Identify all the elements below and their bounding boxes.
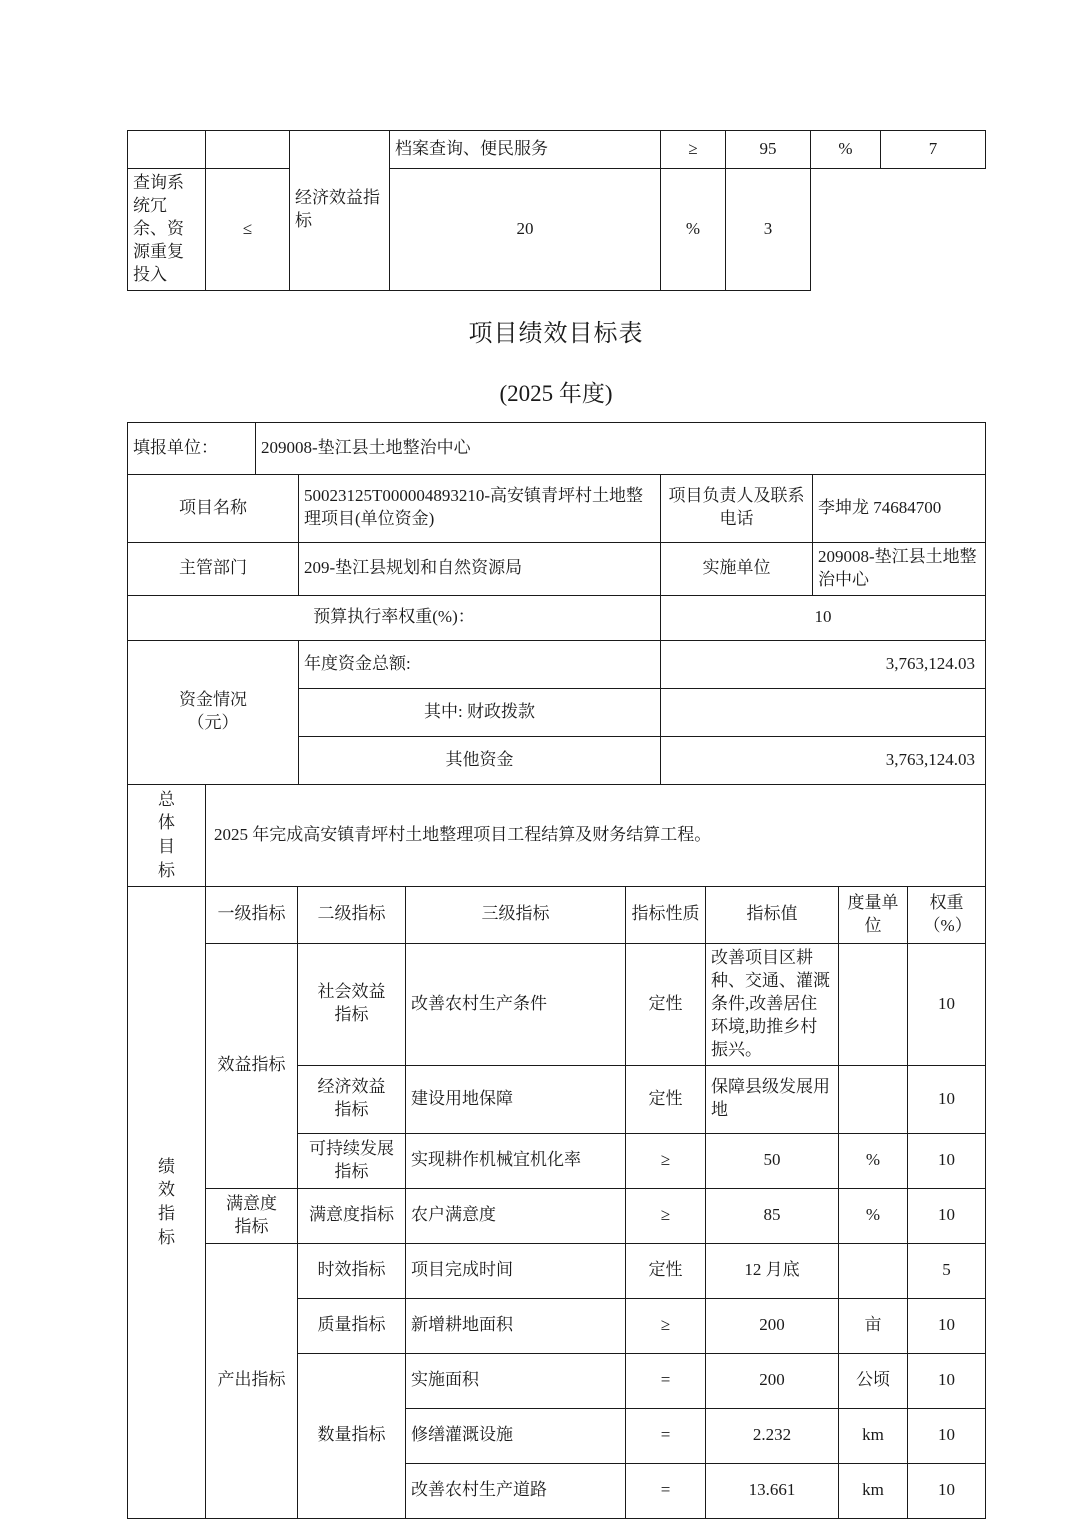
row-value: 50: [706, 1133, 839, 1188]
row-l3: 农户满意度: [406, 1188, 626, 1243]
row-unit: km: [839, 1408, 908, 1463]
row-weight: 10: [908, 1065, 986, 1133]
dept-value: 209-垫江县规划和自然资源局: [299, 542, 661, 595]
row-l3: 实施面积: [406, 1353, 626, 1408]
row-value: 改善项目区耕种、交通、灌溉条件,改善居住环境,助推乡村振兴。: [706, 943, 839, 1065]
row-unit: [839, 943, 908, 1065]
level2-sustain: [298, 1133, 406, 1188]
report-unit-label: 填报单位：: [128, 422, 256, 474]
document-content: [127, 0, 985, 1519]
row-l3: 项目完成时间: [406, 1243, 626, 1298]
row-nature: 定性: [626, 1065, 706, 1133]
row-nature: =: [626, 1408, 706, 1463]
row-l3: 实现耕作机械宜机化率: [406, 1133, 626, 1188]
row-nature: 定性: [626, 1243, 706, 1298]
funds-total-value: 3,763,124.03: [661, 640, 986, 688]
level2-economic-text: 经济效益指标: [317, 1077, 386, 1120]
frag-level2-label: 经济效益指标: [290, 131, 390, 291]
frag-empty-cell-2: [206, 131, 290, 169]
row-nature: ≥: [626, 1188, 706, 1243]
impl-unit-label: 实施单位: [661, 542, 813, 595]
frag-row-nature: ≥: [661, 131, 726, 169]
level2-satisfaction: 满意度指标: [298, 1188, 406, 1243]
row-value: 200: [706, 1353, 839, 1408]
level1-benefit: 效益指标: [206, 943, 298, 1188]
level2-social: [298, 943, 406, 1065]
header-level3: 三级指标: [406, 886, 626, 943]
level1-output: 产出指标: [206, 1243, 298, 1518]
funds-label: [128, 640, 299, 784]
row-l3: 新增耕地面积: [406, 1298, 626, 1353]
row-weight: 10: [908, 1133, 986, 1188]
dept-label: 主管部门: [128, 542, 299, 595]
project-name-label: 项目名称: [128, 474, 299, 542]
row-value: 13.661: [706, 1463, 839, 1518]
funds-other-label: 其他资金: [299, 736, 661, 784]
row-l3: 修缮灌溉设施: [406, 1408, 626, 1463]
row-weight: 10: [908, 943, 986, 1065]
row-weight: 10: [908, 1463, 986, 1518]
frag-row-weight: 3: [726, 169, 811, 291]
level2-sustain-text: 可持续发展指标: [309, 1138, 394, 1181]
page-title: 项目绩效目标表: [468, 320, 644, 347]
project-name-value: 50023125T000004893210-高安镇青坪村土地整理项目(单位资金): [299, 474, 661, 542]
row-value: 保障县级发展用地: [706, 1065, 839, 1133]
header-value: 指标值: [706, 886, 839, 943]
frag-row-nature: ≤: [206, 169, 290, 291]
header-weight-text: 权重（%）: [923, 892, 972, 935]
frag-row-indicator: 查询系统冗余、资源重复投入: [128, 169, 206, 291]
row-l3: 改善农村生产条件: [406, 943, 626, 1065]
perf-left-label-text: 绩效指标: [158, 1156, 175, 1247]
row-value: 85: [706, 1188, 839, 1243]
row-nature: 定性: [626, 943, 706, 1065]
frag-row-weight: 7: [881, 131, 986, 169]
row-nature: =: [626, 1463, 706, 1518]
frag-row-unit: %: [811, 131, 881, 169]
header-weight: [908, 886, 986, 943]
row-weight: 10: [908, 1408, 986, 1463]
funds-total-label: 年度资金总额:: [299, 640, 661, 688]
funds-other-value: 3,763,124.03: [661, 736, 986, 784]
frag-row-value: 95: [726, 131, 811, 169]
row-unit: km: [839, 1463, 908, 1518]
frag-row-value: 20: [390, 169, 661, 291]
perf-left-label: [128, 886, 206, 1518]
row-unit: [839, 1065, 908, 1133]
frag-row-unit: %: [661, 169, 726, 291]
funds-label-text: 资金情况（元）: [178, 690, 247, 733]
row-value: 200: [706, 1298, 839, 1353]
row-unit: 公顷: [839, 1353, 908, 1408]
level1-satisfaction-text: 满意度指标: [226, 1193, 277, 1236]
row-unit: 亩: [839, 1298, 908, 1353]
overall-goal-value: 2025 年完成高安镇青坪村土地整理项目工程结算及财务结算工程。: [206, 784, 986, 886]
row-weight: 10: [908, 1298, 986, 1353]
row-weight: 10: [908, 1188, 986, 1243]
performance-table: [127, 784, 986, 1519]
level2-quantity: 数量指标: [298, 1353, 406, 1518]
fragment-table: [127, 130, 986, 291]
header-level1: 一级指标: [206, 886, 298, 943]
row-nature: =: [626, 1353, 706, 1408]
project-leader-label: 项目负责人及联系电话: [661, 474, 813, 542]
row-weight: 10: [908, 1353, 986, 1408]
row-l3: 建设用地保障: [406, 1065, 626, 1133]
header-unit: 度量单位: [839, 886, 908, 943]
row-value: 2.232: [706, 1408, 839, 1463]
overall-goal-label-text: 总体目标: [158, 789, 175, 880]
impl-unit-value: 209008-垫江县土地整治中心: [813, 542, 986, 595]
project-leader-value: 李坤龙 74684700: [813, 474, 986, 542]
funds-fiscal-value: [661, 688, 986, 736]
row-nature: ≥: [626, 1298, 706, 1353]
frag-empty-cell-1: [128, 131, 206, 169]
level2-social-text: 社会效益指标: [317, 982, 386, 1025]
row-unit: %: [839, 1188, 908, 1243]
report-unit-value: 209008-垫江县土地整治中心: [256, 422, 986, 474]
header-nature: 指标性质: [626, 886, 706, 943]
page-subtitle: (2025 年度): [499, 380, 613, 406]
row-unit: %: [839, 1133, 908, 1188]
frag-row-indicator: 档案查询、便民服务: [390, 131, 661, 169]
overall-goal-label: [128, 784, 206, 886]
level2-quality: 质量指标: [298, 1298, 406, 1353]
level2-time: 时效指标: [298, 1243, 406, 1298]
budget-rate-label: 预算执行率权重(%)：: [128, 595, 661, 640]
project-info-table: [127, 422, 986, 785]
row-weight: 5: [908, 1243, 986, 1298]
row-value: 12 月底: [706, 1243, 839, 1298]
row-unit: [839, 1243, 908, 1298]
level1-satisfaction: [206, 1188, 298, 1243]
budget-rate-value: 10: [661, 595, 986, 640]
row-nature: ≥: [626, 1133, 706, 1188]
row-l3: 改善农村生产道路: [406, 1463, 626, 1518]
header-level2: 二级指标: [298, 886, 406, 943]
funds-fiscal-label: 其中: 财政拨款: [299, 688, 661, 736]
level2-economic: [298, 1065, 406, 1133]
